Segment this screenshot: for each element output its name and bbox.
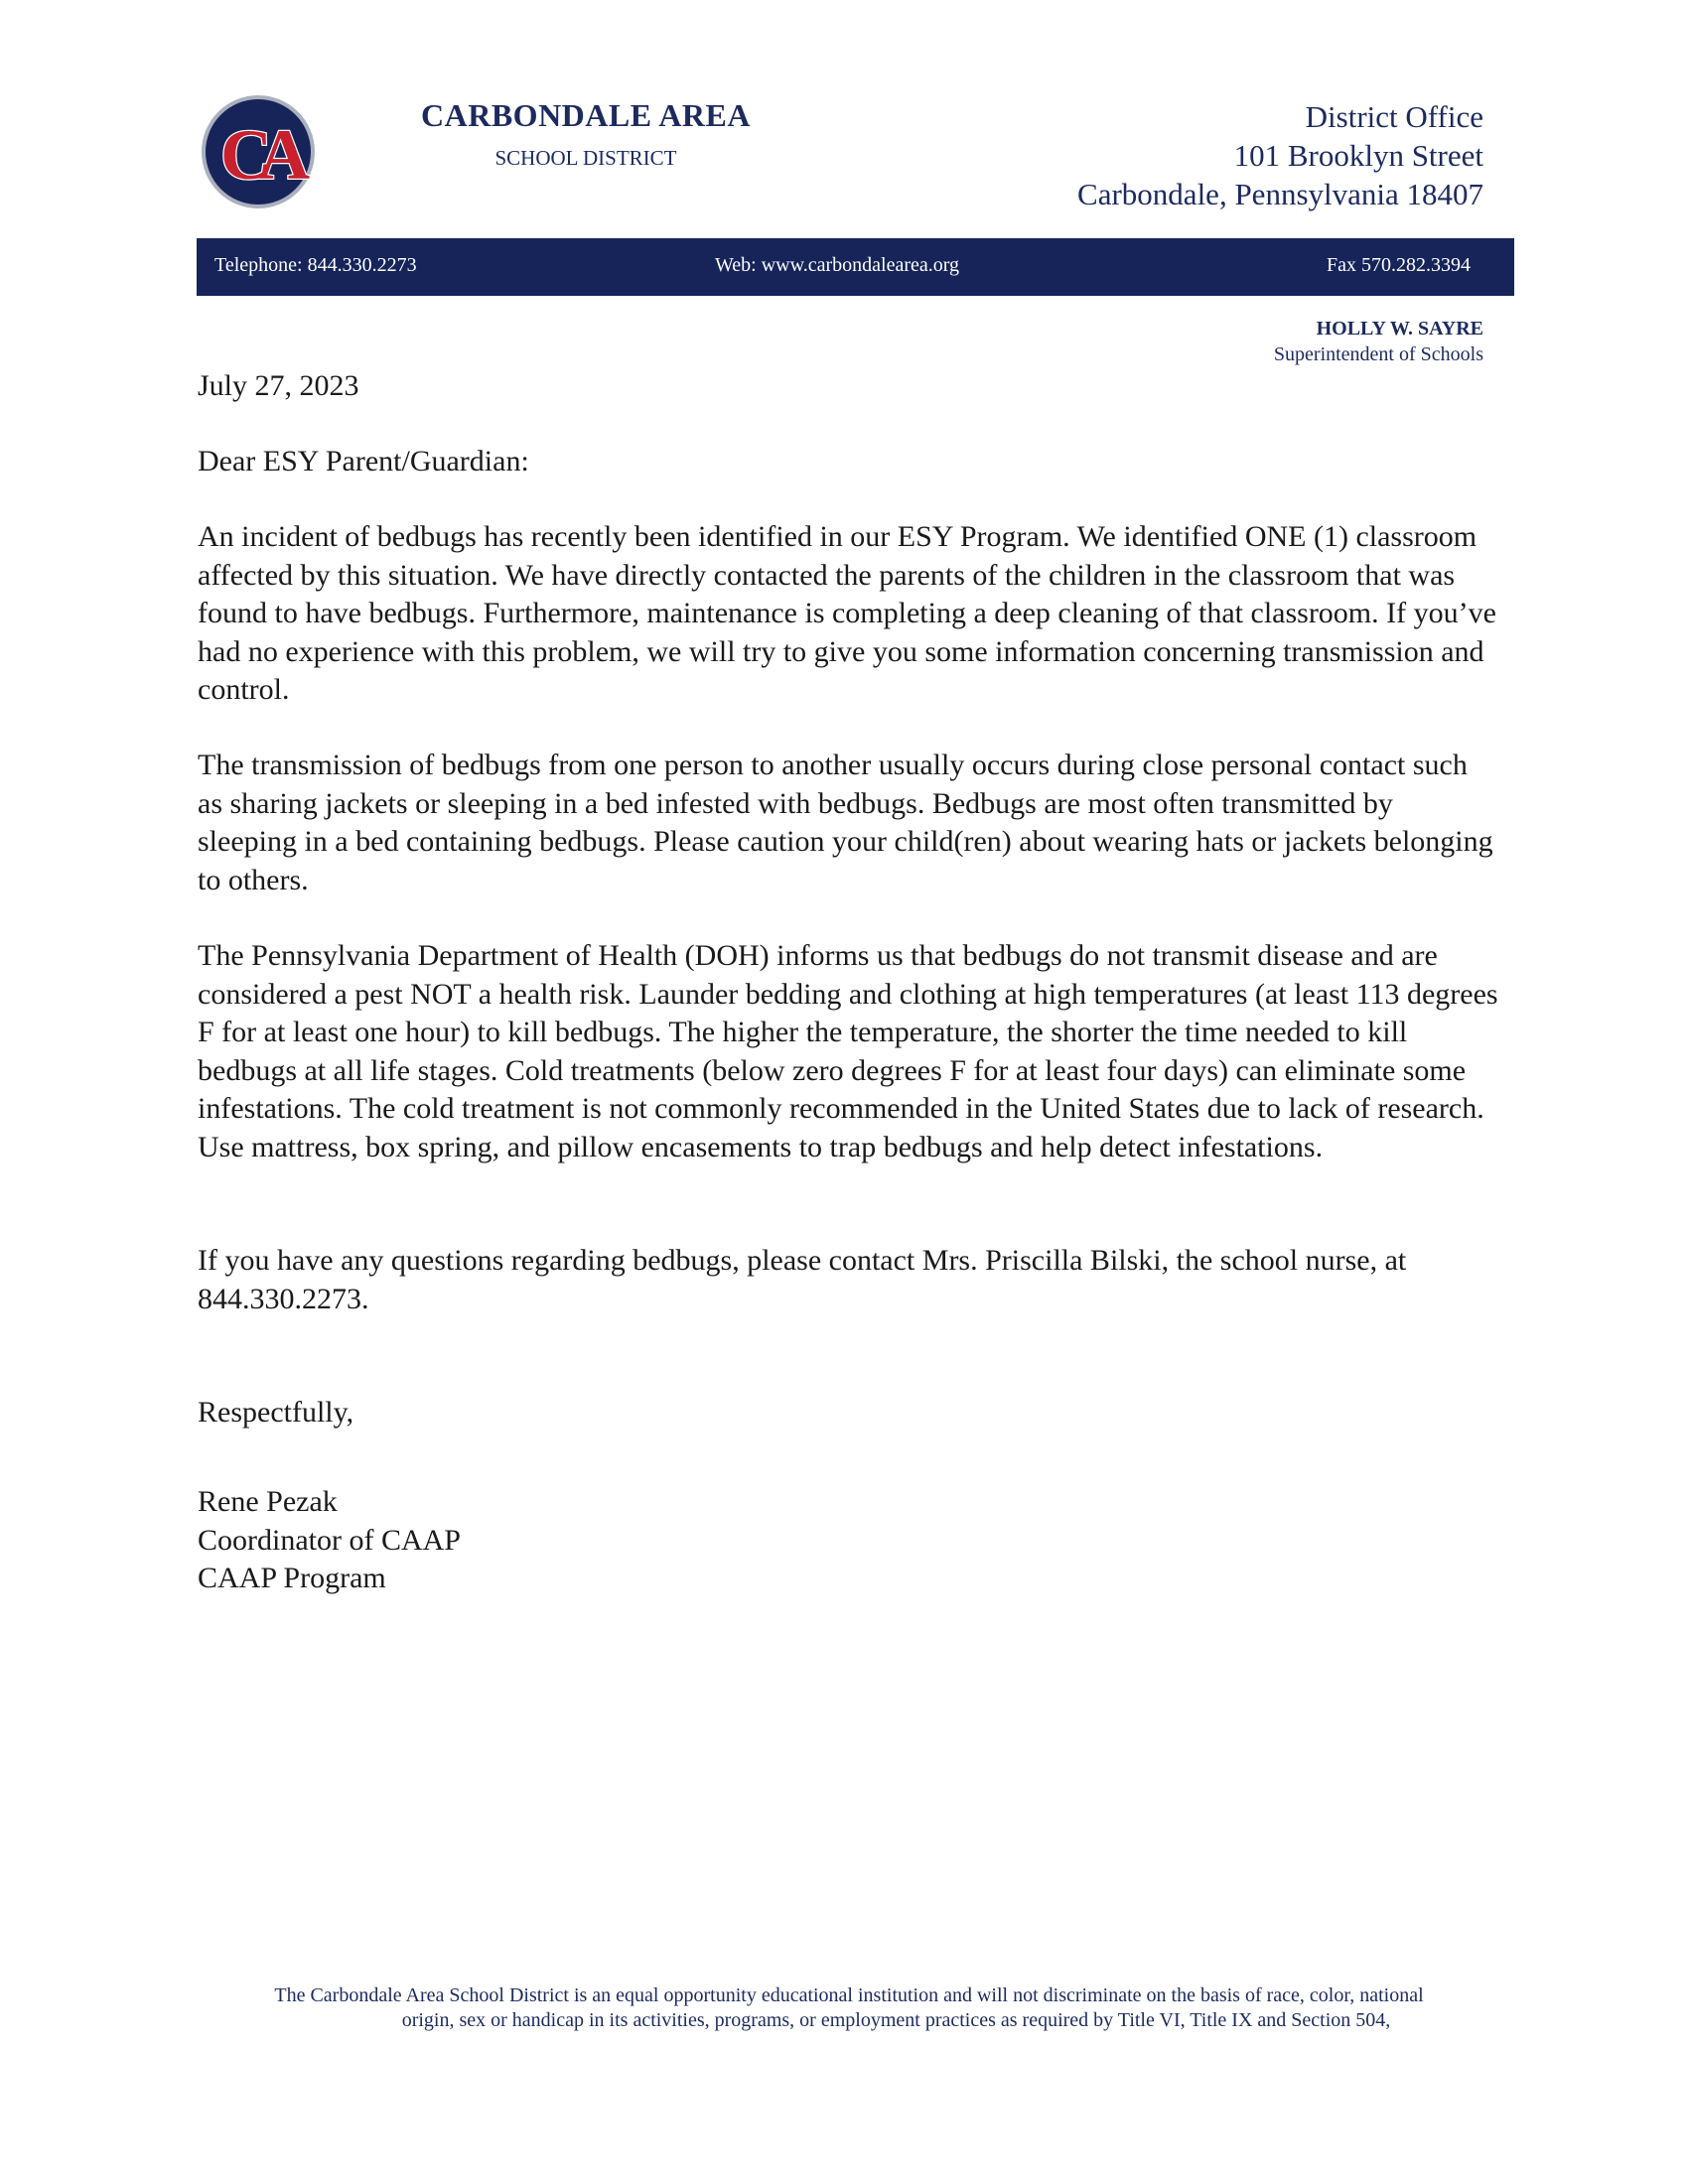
superintendent-name: HOLLY W. SAYRE bbox=[1316, 318, 1483, 340]
district-logo bbox=[200, 93, 317, 210]
signer-title: Coordinator of CAAP bbox=[198, 1523, 461, 1557]
signature-block bbox=[198, 1483, 1498, 1598]
website-link[interactable]: Web: www.carbondalearea.org bbox=[715, 254, 960, 276]
equal-opportunity-footer bbox=[189, 1983, 1509, 2033]
paragraph-incident: An incident of bedbugs has recently been identified in our ESY Program. We identified ONE (1) classroom affected by this situation. We have directly contacted the parents of the children in the classroom that was found to have bedbugs. Furthermore, maintenance is completing a deep cleaning of that classroom. If you’ve had no experience with this problem, we will try to give you some information concerning transmission and control. bbox=[198, 520, 1496, 706]
paragraph-health-info: The Pennsylvania Department of Health (DOH) informs us that bedbugs do not transmit disease and are considered a pest NOT a health risk. Launder bedding and clothing at high temperatures (at least 113 degrees F for at least one hour) to kill bedbugs. The higher the temperature, the shorter the time needed to kill bedbugs at all life stages. Cold treatments (below zero degrees F for at least four days) can eliminate some infestations. The cold treatment is not commonly recommended in the United States due to lack of research. Use mattress, box spring, and pillow encasements to trap bedbugs and help detect infestations. bbox=[198, 939, 1498, 1163]
paragraph-contact: If you have any questions regarding bedbugs, please contact Mrs. Priscilla Bilski, the school nurse, at 844.330.2273. bbox=[198, 1244, 1407, 1315]
superintendent-block bbox=[1274, 316, 1483, 367]
signer-name: Rene Pezak bbox=[198, 1485, 338, 1518]
telephone-text: Telephone: 844.330.2273 bbox=[214, 254, 417, 276]
signer-program: CAAP Program bbox=[198, 1562, 386, 1594]
office-line: District Office bbox=[1305, 99, 1483, 134]
district-subtitle: SCHOOL DISTRICT bbox=[494, 146, 677, 170]
svg-text:CA: CA bbox=[220, 115, 296, 195]
closing: Respectfully, bbox=[198, 1396, 354, 1429]
office-city: Carbondale, Pennsylvania 18407 bbox=[1077, 177, 1483, 211]
contact-bar bbox=[197, 238, 1514, 296]
fax-text: Fax 570.282.3394 bbox=[1327, 254, 1471, 276]
footer-line-2: origin, sex or handicap in its activities, programs, or employment practices as required by Title VI, Title IX and Section 504, bbox=[401, 2009, 1391, 2031]
district-name: CARBONDALE AREA bbox=[421, 97, 751, 133]
letter-date: July 27, 2023 bbox=[198, 369, 359, 402]
district-office-address bbox=[1077, 97, 1483, 213]
salutation: Dear ESY Parent/Guardian: bbox=[198, 445, 529, 478]
paragraph-transmission: The transmission of bedbugs from one person to another usually occurs during close personal contact such as sharing jackets or sleeping in a bed infested with bedbugs. Bedbugs are most often transmitted by sleeping in a bed containing bedbugs. Please caution your child(ren) about wearing hats or jackets belonging to others. bbox=[198, 749, 1493, 896]
office-street: 101 Brooklyn Street bbox=[1233, 138, 1483, 173]
footer-line-1: The Carbondale Area School District is an equal opportunity educational institution and will not discriminate on the basis of race, color, national bbox=[274, 1984, 1424, 2006]
superintendent-title: Superintendent of Schools bbox=[1273, 343, 1483, 365]
